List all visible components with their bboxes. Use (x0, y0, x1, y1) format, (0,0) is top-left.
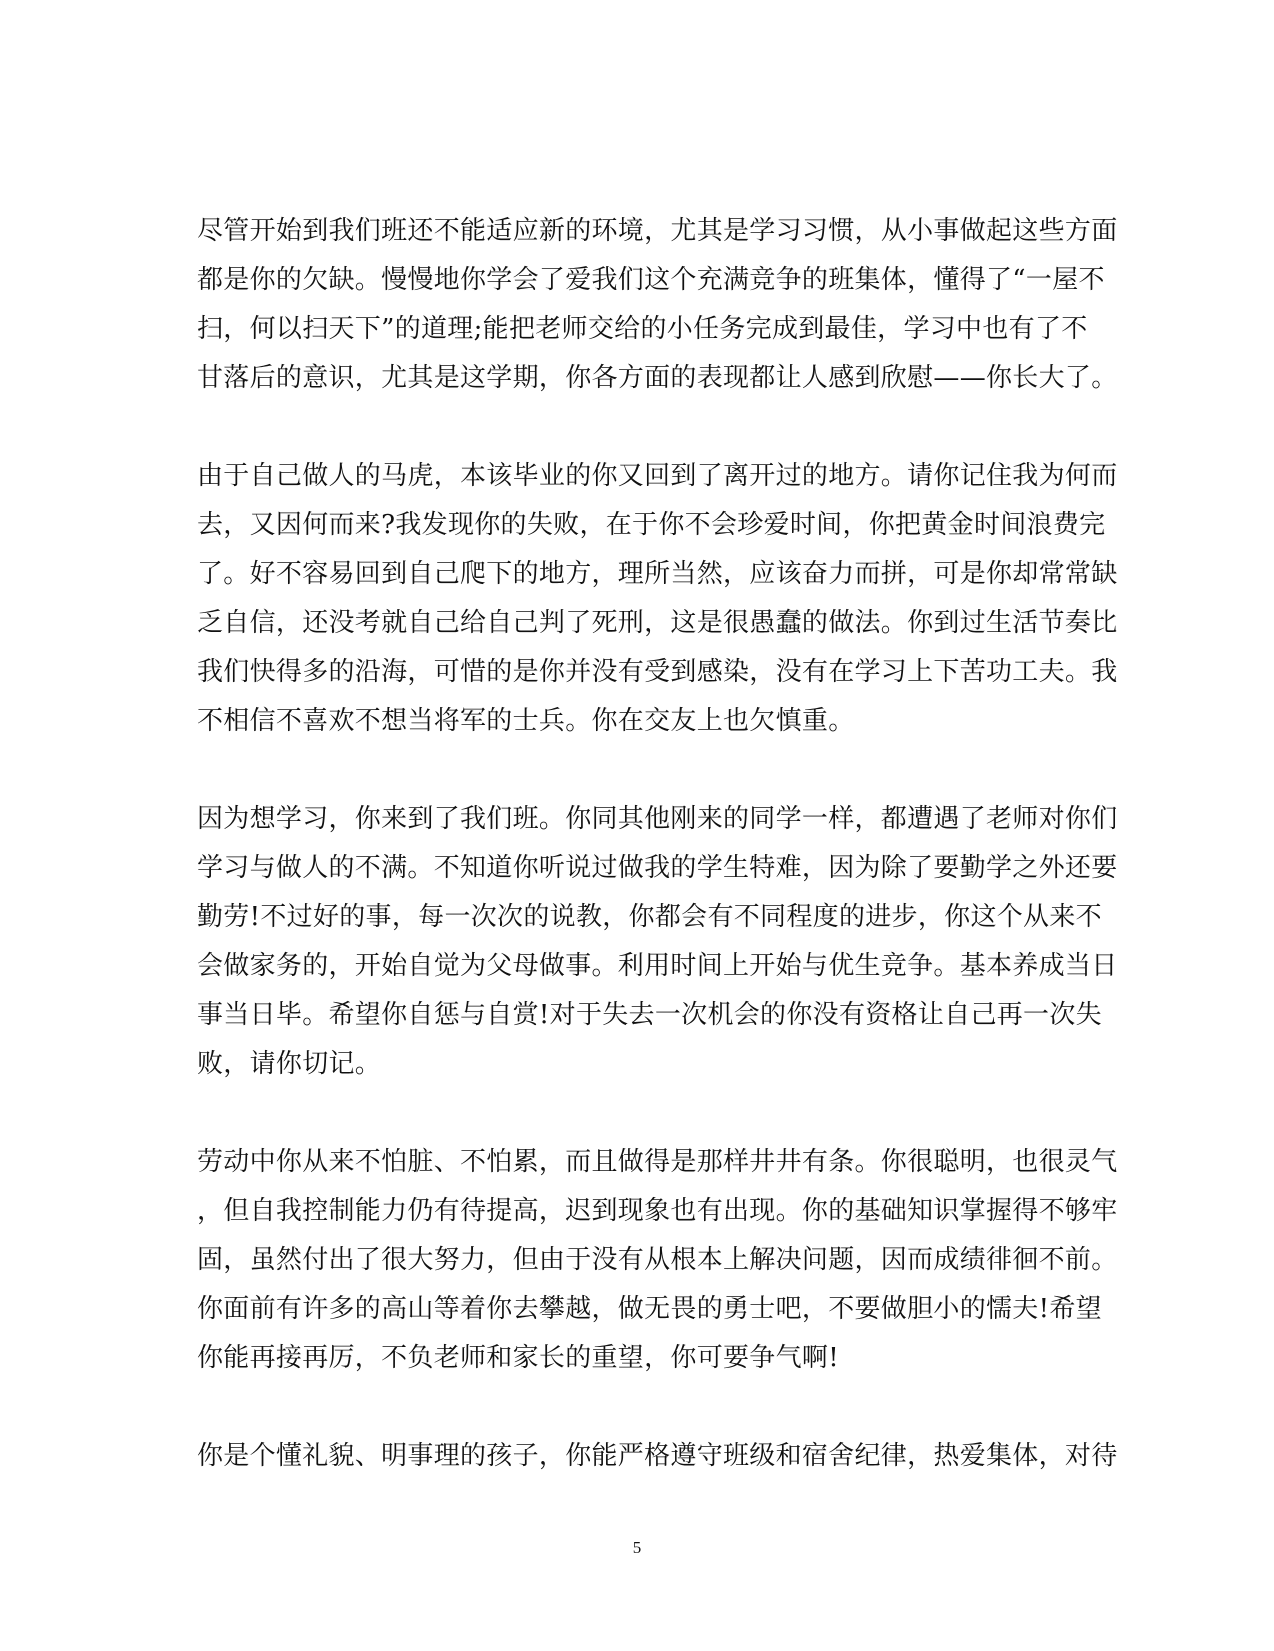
text-line: 勤劳!不过好的事，每一次次的说教，你都会有不同程度的进步，你这个从来不 (197, 902, 1102, 932)
text-line: 扫，何以扫天下”的道理;能把老师交给的小任务完成到最佳，学习中也有了不 (197, 314, 1088, 344)
paragraph-2 (197, 452, 1118, 746)
text-line: 由于自己做人的马虎，本该毕业的你又回到了离开过的地方。请你记住我为何而 (197, 461, 1118, 491)
text-line: 乏自信，还没考就自己给自己判了死刑，这是很愚蠢的做法。你到过生活节奏比 (197, 608, 1118, 638)
text-line: 败，请你切记。 (197, 1049, 382, 1079)
paragraph-gap (197, 403, 1077, 452)
text-line: 会做家务的，开始自觉为父母做事。利用时间上开始与优生竞争。基本养成当日 (197, 951, 1118, 981)
text-line: 事当日毕。希望你自惩与自赏!对于失去一次机会的你没有资格让自己再一次失 (197, 1000, 1102, 1030)
text-line: 固，虽然付出了很大努力，但由于没有从根本上解决问题，因而成绩徘徊不前。 (197, 1245, 1118, 1275)
paragraph-gap (197, 1383, 1077, 1432)
text-line: 我们快得多的沿海，可惜的是你并没有受到感染，没有在学习上下苦功工夫。我 (197, 657, 1118, 687)
paragraph-3 (197, 795, 1118, 1089)
text-line: 你能再接再厉，不负老师和家长的重望，你可要争气啊! (197, 1343, 839, 1373)
text-line: 去，又因何而来?我发现你的失败，在于你不会珍爱时间，你把黄金时间浪费完 (197, 510, 1106, 540)
text-line: 劳动中你从来不怕脏、不怕累，而且做得是那样井井有条。你很聪明，也很灵气 (197, 1147, 1118, 1177)
text-line: 甘落后的意识，尤其是这学期，你各方面的表现都让人感到欣慰——你长大了。 (197, 363, 1118, 393)
text-line: 都是你的欠缺。慢慢地你学会了爱我们这个充满竞争的班集体，懂得了“一屋不 (197, 265, 1105, 295)
text-line: 尽管开始到我们班还不能适应新的环境，尤其是学习习惯，从小事做起这些方面 (197, 216, 1118, 246)
document-body (197, 207, 1118, 1481)
paragraph-5 (197, 1432, 1118, 1481)
paragraph-4 (197, 1138, 1118, 1383)
page-number: 5 (632, 1538, 642, 1557)
paragraph-gap (197, 1089, 1077, 1138)
text-line: 了。好不容易回到自己爬下的地方，理所当然，应该奋力而拼，可是你却常常缺 (197, 559, 1118, 589)
text-line: ，但自我控制能力仍有待提高，迟到现象也有出现。你的基础知识掌握得不够牢 (197, 1196, 1118, 1226)
paragraph-1 (197, 207, 1118, 403)
text-line: 学习与做人的不满。不知道你听说过做我的学生特难，因为除了要勤学之外还要 (197, 853, 1118, 883)
text-line: 你面前有许多的高山等着你去攀越，做无畏的勇士吧，不要做胆小的懦夫!希望 (197, 1294, 1102, 1324)
text-line: 因为想学习，你来到了我们班。你同其他刚来的同学一样，都遭遇了老师对你们 (197, 804, 1118, 834)
text-line: 不相信不喜欢不想当将军的士兵。你在交友上也欠慎重。 (197, 706, 855, 736)
text-line: 你是个懂礼貌、明事理的孩子，你能严格遵守班级和宿舍纪律，热爱集体，对待 (197, 1441, 1118, 1471)
paragraph-gap (197, 746, 1077, 795)
